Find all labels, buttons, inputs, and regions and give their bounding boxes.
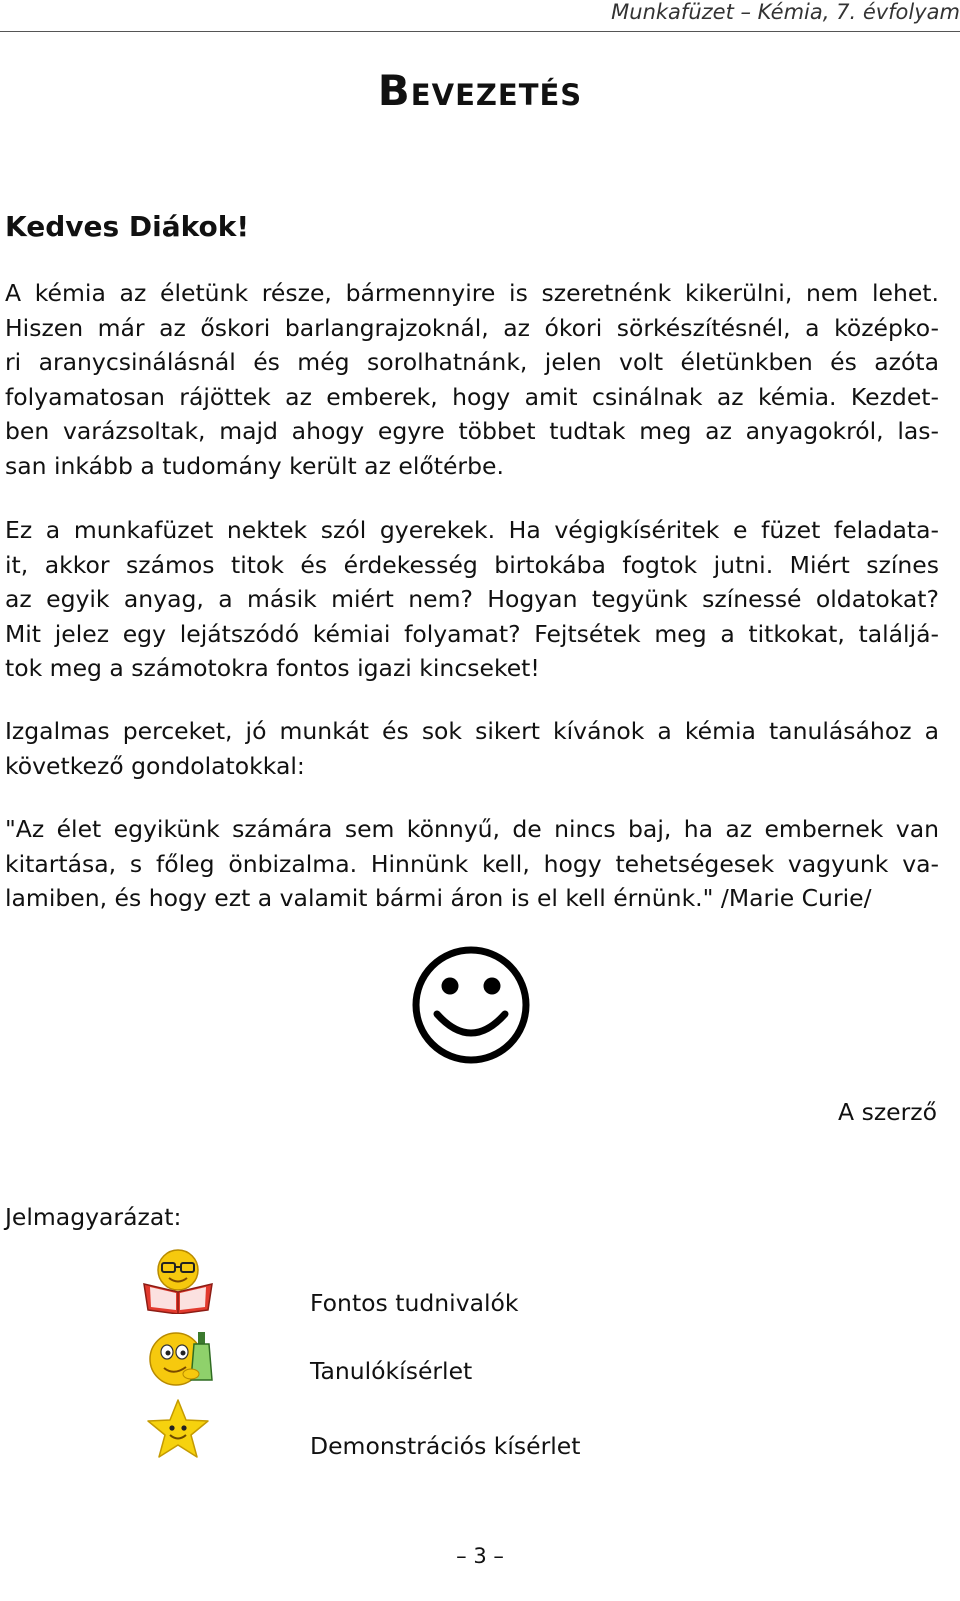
text-line: kitartása, s főleg önbizalma. Hinnünk kell, hogy tehetségesek vagyunk va- (5, 849, 939, 878)
text-line: san inkább a tudomány került az előtérbe. (5, 451, 504, 480)
wishes-paragraph (5, 714, 939, 783)
text-line: folyamatosan rájöttek az emberek, hogy amit csinálnak az kémia. Kezdet- (5, 382, 939, 411)
text-line: "Az élet egyikünk számára sem könnyű, de nincs baj, ha az embernek van (5, 815, 939, 843)
reading-smiley-icon (140, 1248, 216, 1314)
legend-label-demonstration: Demonstrációs kísérlet (310, 1432, 581, 1460)
page-number: – 3 – (456, 1544, 504, 1568)
greeting: Kedves Diákok! (5, 210, 250, 243)
text-line: Hiszen már az őskori barlangrajzoknál, az ókori sörkészítésnél, a középko- (5, 313, 939, 342)
text-line: az egyik anyag, a másik miért nem? Hogyan tegyünk színessé oldatokat? (5, 585, 939, 613)
text-line: it, akkor számos titok és érdekesség birtokába fogtok jutni. Miért színes (5, 550, 939, 579)
page-title: Bevezetés (377, 66, 583, 115)
legend-title: Jelmagyarázat: (5, 1203, 182, 1231)
running-header (0, 0, 960, 32)
text-line: ben varázsoltak, majd ahogy egyre többet tudtak meg az anyagokról, las- (5, 417, 939, 445)
text-line: A kémia az életünk része, bármennyire is szeretnénk kikerülni, nem lehet. (5, 279, 939, 307)
text-line: tok meg a számotokra fontos igazi kincseket! (5, 654, 540, 682)
text-line: Ez a munkafüzet nektek szól gyerekek. Ha végigkíséritek e füzet feladata- (5, 516, 939, 544)
quote-paragraph (5, 812, 939, 916)
star-icon (146, 1398, 210, 1460)
text-line: Mit jelez egy lejátszódó kémiai folyamat? Fejtsétek meg a titkokat, találjá- (5, 619, 939, 648)
experiment-smiley-icon (146, 1330, 216, 1388)
text-line: következő gondolatokkal: (5, 751, 305, 780)
workbook-paragraph (5, 513, 939, 686)
text-line: Izgalmas perceket, jó munkát és sok sikert kívánok a kémia tanulásához a (5, 717, 939, 745)
author-signature: A szerző (838, 1098, 937, 1126)
running-title: Munkafüzet – Kémia, 7. évfolyam (611, 0, 960, 24)
legend-label-student-experiment: Tanulókísérlet (310, 1357, 473, 1385)
text-line: lamiben, és hogy ezt a valamit bármi áron is el kell érnünk." /Marie Curie/ (5, 884, 872, 912)
smiley-face-icon (410, 944, 532, 1066)
text-line: ri aranycsinálásnál és még sorolhatnánk, jelen volt életünkben és azóta (5, 348, 939, 376)
legend-label-important: Fontos tudnivalók (310, 1289, 519, 1317)
intro-paragraph (5, 276, 939, 483)
